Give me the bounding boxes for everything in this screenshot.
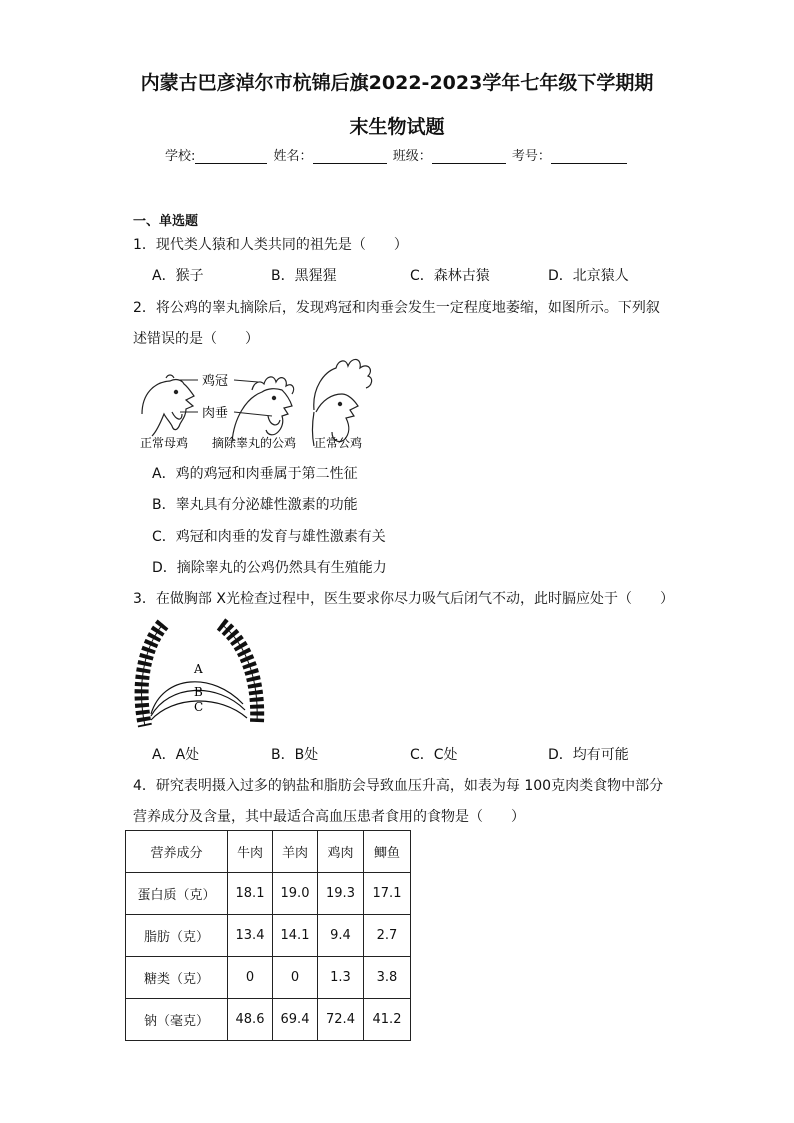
- q2-option-c[interactable]: C．鸡冠和肉垂的发育与雄性激素有关: [152, 529, 386, 545]
- wattle-label: 肉垂: [202, 406, 229, 421]
- q3-option-b[interactable]: B．B处: [271, 747, 319, 763]
- question-4-stem: 4．研究表明摄入过多的钠盐和脂肪会导致血压升高，如表为每 100克肉类食物中部分: [133, 778, 664, 794]
- number-blank[interactable]: [551, 149, 627, 164]
- question-2-stem-line2: 述错误的是（ ）: [133, 331, 259, 347]
- chicken-figure: [136, 354, 376, 454]
- table-cell: 69.4: [273, 999, 318, 1041]
- hen-head-drawing: [142, 375, 194, 436]
- nutrition-table: [125, 830, 411, 1041]
- q2-option-d[interactable]: D．摘除睾丸的公鸡仍然具有生殖能力: [152, 560, 387, 576]
- table-cell: 13.4: [228, 915, 273, 957]
- table-header-cell: 羊肉: [273, 831, 318, 873]
- table-cell: 0: [273, 957, 318, 999]
- class-label: 班级：: [392, 149, 432, 164]
- q3-option-a[interactable]: A．A处: [152, 747, 200, 763]
- table-header-row: [126, 831, 411, 873]
- question-4-stem-line2: 营养成分及含量，其中最适合高血压患者食用的食物是（ ）: [133, 809, 525, 825]
- caption-capon: 摘除睾丸的公鸡: [212, 436, 297, 450]
- table-cell: 脂肪（克）: [126, 915, 228, 957]
- number-label: 考号：: [511, 149, 551, 164]
- q1-option-b[interactable]: B．黑猩猩: [271, 268, 337, 284]
- student-info: [165, 145, 629, 164]
- table-cell: 41.2: [364, 999, 411, 1041]
- page-title-line2: 末生物试题: [349, 116, 445, 138]
- table-cell: 蛋白质（克）: [126, 873, 228, 915]
- table-cell: 19.3: [318, 873, 364, 915]
- q1-option-c[interactable]: C．森林古猿: [410, 268, 490, 284]
- school-blank[interactable]: [195, 149, 267, 164]
- label-c: C: [194, 700, 204, 714]
- table-cell: 9.4: [318, 915, 364, 957]
- table-cell: 3.8: [364, 957, 411, 999]
- section-heading: 一、单选题: [133, 214, 199, 229]
- table-row: [126, 873, 411, 915]
- caption-rooster: 正常公鸡: [314, 436, 363, 450]
- table-header-cell: 牛肉: [228, 831, 273, 873]
- table-cell: 17.1: [364, 873, 411, 915]
- school-label: 学校:: [165, 149, 196, 164]
- q1-option-d[interactable]: D．北京猿人: [548, 268, 629, 284]
- label-b: B: [194, 685, 203, 699]
- question-3-stem: 3．在做胸部 X光检查过程中，医生要求你尽力吸气后闭气不动，此时膈应处于（ ）: [133, 591, 674, 607]
- diaphragm-figure: [133, 618, 273, 733]
- q2-option-a[interactable]: A．鸡的鸡冠和肉垂属于第二性征: [152, 466, 358, 482]
- table-cell: 72.4: [318, 999, 364, 1041]
- q1-option-a[interactable]: A．猴子: [152, 268, 204, 284]
- table-cell: 糖类（克）: [126, 957, 228, 999]
- q2-option-b[interactable]: B．睾丸具有分泌雄性激素的功能: [152, 497, 358, 513]
- table-cell: 钠（毫克）: [126, 999, 228, 1041]
- table-cell: 18.1: [228, 873, 273, 915]
- table-cell: 2.7: [364, 915, 411, 957]
- capon-head-drawing: [232, 377, 294, 442]
- q3-option-d[interactable]: D．均有可能: [548, 747, 629, 763]
- table-cell: 0: [228, 957, 273, 999]
- table-row: [126, 957, 411, 999]
- question-2-stem: 2．将公鸡的睾丸摘除后，发现鸡冠和肉垂会发生一定程度地萎缩，如图所示。下列叙: [133, 300, 660, 316]
- caption-hen: 正常母鸡: [140, 436, 189, 450]
- table-cell: 1.3: [318, 957, 364, 999]
- table-header-cell: 营养成分: [126, 831, 228, 873]
- name-label: 姓名：: [273, 149, 313, 164]
- q3-option-c[interactable]: C．C处: [410, 747, 458, 763]
- question-1-stem: 1．现代类人猿和人类共同的祖先是（ ）: [133, 237, 408, 253]
- page-title: 内蒙古巴彦淖尔市杭锦后旗2022-2023学年七年级下学期期: [140, 72, 654, 94]
- table-cell: 14.1: [273, 915, 318, 957]
- table-row: [126, 999, 411, 1041]
- label-a: A: [194, 662, 203, 676]
- name-blank[interactable]: [313, 149, 387, 164]
- table-row: [126, 915, 411, 957]
- table-cell: 48.6: [228, 999, 273, 1041]
- table-header-cell: 鸡肉: [318, 831, 364, 873]
- class-blank[interactable]: [432, 149, 506, 164]
- comb-label: 鸡冠: [202, 374, 229, 389]
- rooster-head-drawing: [313, 359, 372, 446]
- table-header-cell: 鲫鱼: [364, 831, 411, 873]
- table-cell: 19.0: [273, 873, 318, 915]
